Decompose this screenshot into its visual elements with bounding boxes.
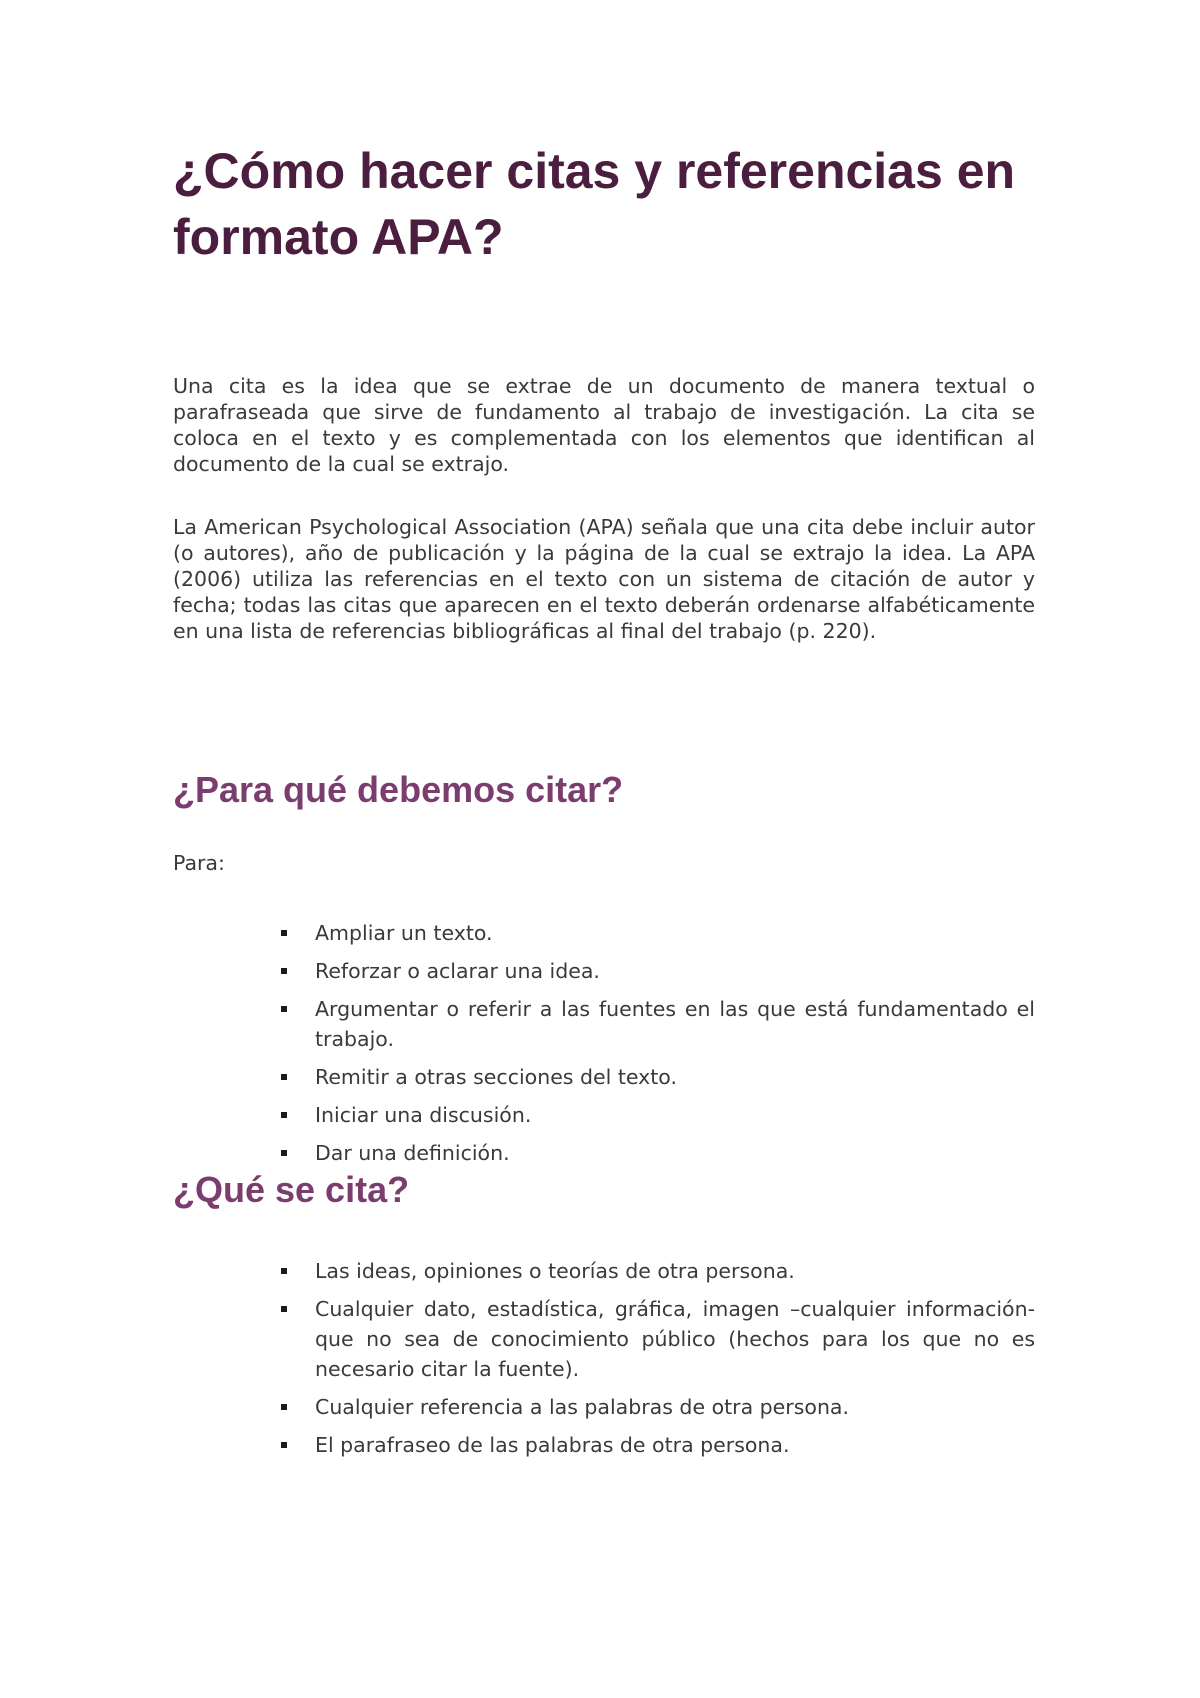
list-item-text: Las ideas, opiniones o teorías de otra persona. (315, 1259, 795, 1283)
list-item (315, 1430, 1035, 1460)
list-item-text: Iniciar una discusión. (315, 1103, 532, 1127)
bullet-icon (281, 1442, 287, 1448)
bullet-icon (281, 968, 287, 974)
list-item (315, 1256, 1035, 1286)
list-item (315, 1062, 1035, 1092)
list-item-text: Cualquier dato, estadística, gráfica, imagen –cualquier información- que no sea de conocimiento público (hechos para los que no es necesario citar la fuente). (315, 1297, 1035, 1381)
bullet-icon (281, 1268, 287, 1274)
list-item (315, 1100, 1035, 1130)
why-list (315, 918, 1035, 1176)
bullet-icon (281, 1112, 287, 1118)
section-heading-what: ¿Qué se cita? (173, 1169, 410, 1210)
list-item (315, 994, 1035, 1054)
page-title: ¿Cómo hacer citas y referencias en formato APA? (173, 143, 1016, 265)
list-item-text: Cualquier referencia a las palabras de otra persona. (315, 1395, 850, 1419)
intro-paragraph-1: Una cita es la idea que se extrae de un documento de manera textual o parafraseada que sirve de fundamento al trabajo de investigación. La cita se coloca en el texto y es complementada con los elementos que identifican al documento de la cual se extrajo. (173, 374, 1035, 476)
list-item (315, 1392, 1035, 1422)
list-item-text: Argumentar o referir a las fuentes en las que está fundamentado el trabajo. (315, 997, 1035, 1051)
list-item (315, 1294, 1035, 1384)
section-heading-why: ¿Para qué debemos citar? (173, 769, 624, 810)
bullet-icon (281, 1306, 287, 1312)
bullet-icon (281, 930, 287, 936)
list-item-text: Ampliar un texto. (315, 921, 493, 945)
bullet-icon (281, 1150, 287, 1156)
list-item-text: Dar una definición. (315, 1141, 510, 1165)
list-item (315, 956, 1035, 986)
intro-paragraph-2: La American Psychological Association (APA) señala que una cita debe incluir autor (o autores), año de publicación y la página de la cual se extrajo la idea. La APA (2006) utiliza las referencias en el texto con un sistema de citación de autor y fecha; todas las citas que aparecen en el texto deberán ordenarse alfabéticamente en una lista de referencias bibliográficas al final del trabajo (p. 220). (173, 515, 1035, 643)
bullet-icon (281, 1006, 287, 1012)
list-item (315, 918, 1035, 948)
bullet-icon (281, 1074, 287, 1080)
list-item (315, 1138, 1035, 1168)
section-why-lead: Para: (173, 851, 225, 875)
list-item-text: El parafraseo de las palabras de otra persona. (315, 1433, 790, 1457)
list-item-text: Remitir a otras secciones del texto. (315, 1065, 677, 1089)
what-list (315, 1256, 1035, 1468)
list-item-text: Reforzar o aclarar una idea. (315, 959, 600, 983)
bullet-icon (281, 1404, 287, 1410)
